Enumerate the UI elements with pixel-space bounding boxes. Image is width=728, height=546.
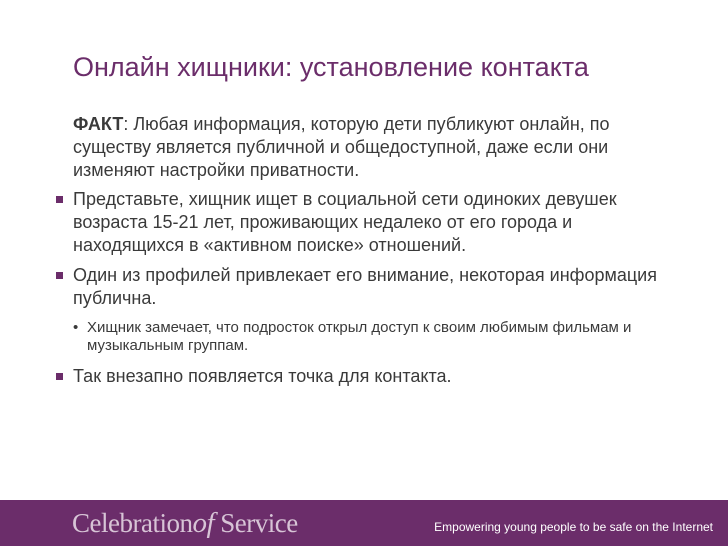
square-bullet-icon (56, 196, 63, 203)
square-bullet-icon (56, 373, 63, 380)
square-bullet-icon (56, 272, 63, 279)
bullet-item (56, 264, 676, 310)
brand-word-service: Service (220, 508, 298, 538)
bullet-text: Представьте, хищник ищет в социальной сети одиноких девушек возраста 15-21 лет, проживающих недалеко от его города и находящихся в «активном поиске» отношений. (73, 189, 617, 255)
brand-word-of: of (192, 507, 215, 539)
bullet-item (56, 188, 676, 257)
bullet-text: Так внезапно появляется точка для контакта. (73, 366, 452, 386)
dot-bullet-icon: • (73, 319, 79, 336)
fact-text: : Любая информация, которую дети публикуют онлайн, по существу является публичной и общедоступной, даже если они изменяют настройки приватности. (73, 114, 610, 180)
bullet-item (56, 365, 676, 388)
brand-word-celebration: Celebration (72, 508, 193, 538)
slide-title: Онлайн хищники: установление контакта (73, 52, 589, 82)
slide-content (56, 113, 676, 395)
sub-bullet-item (73, 319, 676, 355)
brand-logo (72, 507, 298, 540)
fact-label: ФАКТ (73, 114, 124, 134)
footer-bar (0, 500, 728, 546)
sub-bullet-text: Хищник замечает, что подросток открыл доступ к своим любимым фильмам и музыкальным группам. (87, 319, 632, 354)
footer-tagline: Empowering young people to be safe on the Internet (434, 520, 713, 534)
fact-paragraph (73, 113, 676, 182)
bullet-text: Один из профилей привлекает его внимание, некоторая информация публична. (73, 265, 657, 308)
